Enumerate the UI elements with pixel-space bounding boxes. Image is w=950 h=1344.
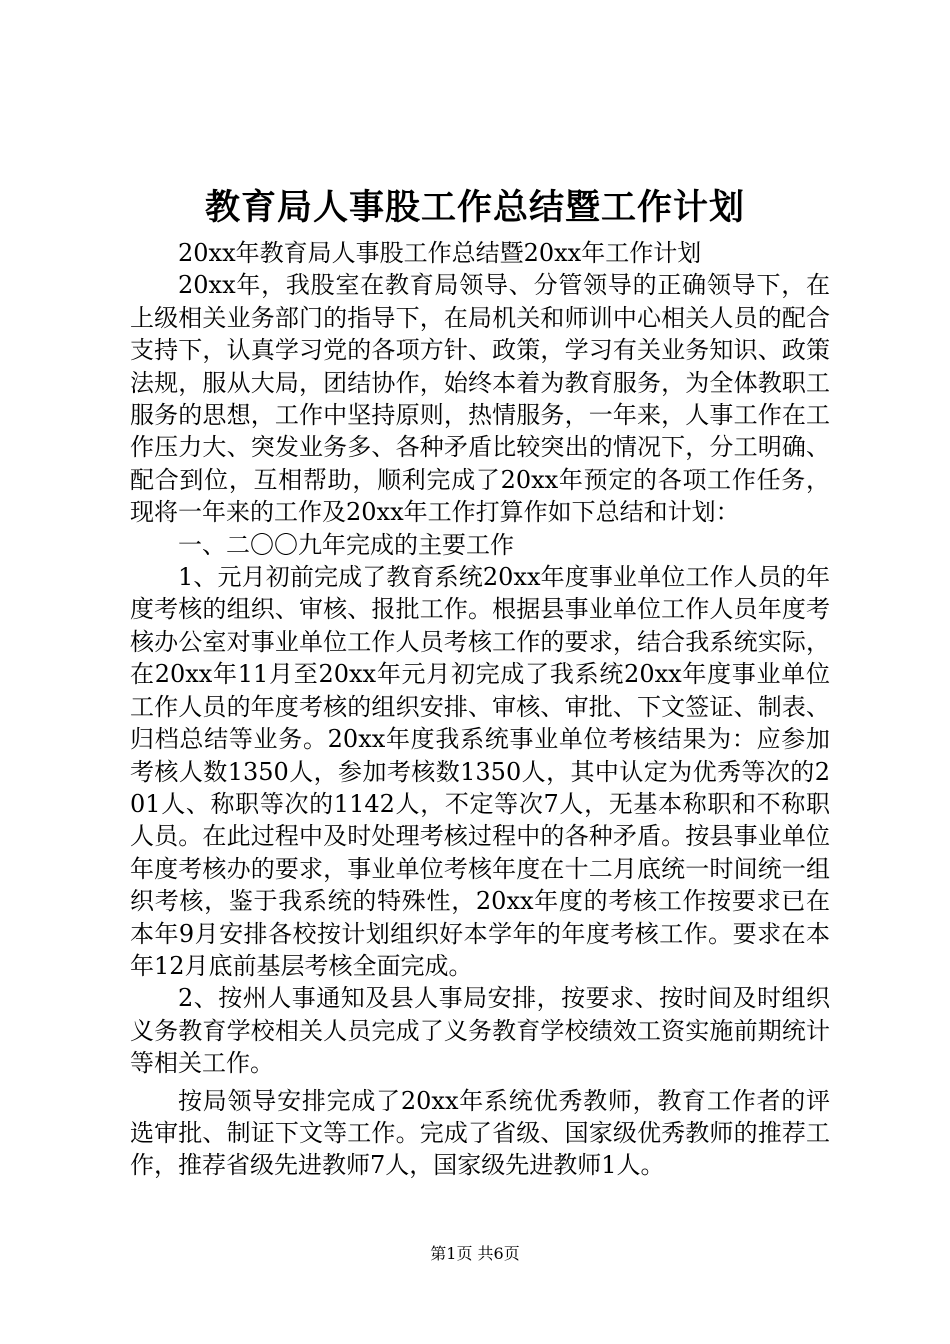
paragraph-item-2: 2、按州人事通知及县人事局安排，按要求、按时间及时组织义务教育学校相关人员完成了义务教育学校绩效工资实施前期统计等相关工作。 <box>130 984 830 1078</box>
paragraph-item-1: 1、元月初前完成了教育系统20xx年度事业单位工作人员的年度考核的组织、审核、报批工作。根据县事业单位工作人员年度考核办公室对事业单位工作人员考核工作的要求，结合我系统实际，在20xx年11月至20xx年元月初完成了我系统20xx年度事业单位工作人员的年度考核的组织安排、审核、审批、下文签证、制表、归档总结等业务。20xx年度我系统事业单位考核结果为：应参加考核人数1350人，参加考核数1350人，其中认定为优秀等次的201人、称职等次的1142人，不定等次7人，无基本称职和不称职人员。在此过程中及时处理考核过程中的各种矛盾。按县事业单位年度考核办的要求，事业单位考核年度在十二月底统一时间统一组织考核，鉴于我系统的特殊性，20xx年度的考核工作按要求已在本年9月安排各校按计划组织好本学年的年度考核工作。要求在本年12月底前基层考核全面完成。 <box>130 563 830 980</box>
document-body <box>130 237 830 1182</box>
paragraph-subtitle: 20xx年教育局人事股工作总结暨20xx年工作计划 <box>178 239 702 267</box>
page-number-footer: 第1页 共6页 <box>430 1244 520 1263</box>
paragraph-teacher-awards: 按局领导安排完成了20xx年系统优秀教师，教育工作者的评选审批、制证下文等工作。完成了省级、国家级优秀教师的推荐工作，推荐省级先进教师7人，国家级先进教师1人。 <box>130 1086 830 1180</box>
section-heading: 一、二〇〇九年完成的主要工作 <box>178 530 514 559</box>
paragraph-intro: 20xx年，我股室在教育局领导、分管领导的正确领导下，在上级相关业务部门的指导下，在局机关和师训中心相关人员的配合支持下，认真学习党的各项方针、政策，学习有关业务知识、政策法规，服从大局，团结协作，始终本着为教育服务，为全体教职工服务的思想，工作中坚持原则，热情服务，一年来，人事工作在工作压力大、突发业务多、各种矛盾比较突出的情况下，分工明确、配合到位，互相帮助，顺利完成了20xx年预定的各项工作任务，现将一年来的工作及20xx年工作打算作如下总结和计划： <box>130 271 830 527</box>
document-title: 教育局人事股工作总结暨工作计划 <box>204 187 745 228</box>
